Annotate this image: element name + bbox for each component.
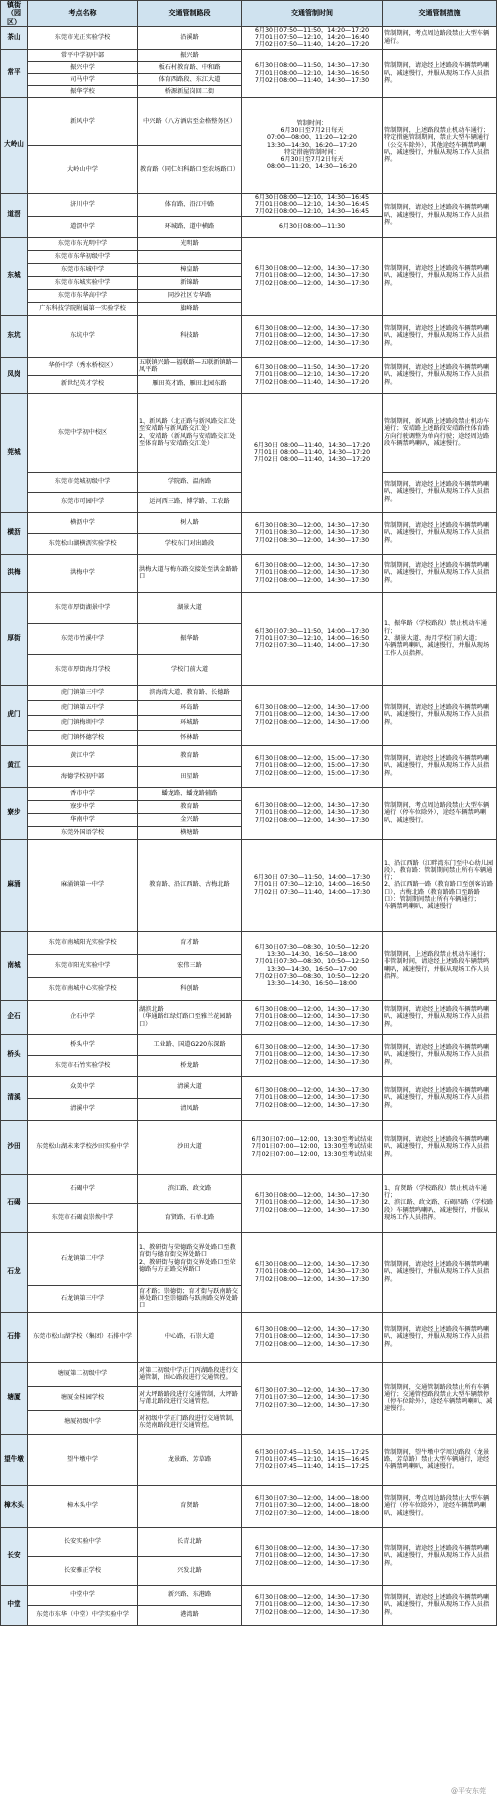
exam-site-name: 中堂中学 [28, 1585, 138, 1605]
header-control-time: 交通管制时间 [242, 1, 383, 27]
exam-site-name: 东莞市厚街海月学校 [28, 654, 138, 685]
table-row [1, 787, 497, 800]
exam-site-name: 东坑中学 [28, 315, 138, 357]
control-measure: 1、振华路（学校路段）禁止机动车通行； 2、湖景大道、海月学校门前大道； 车辆禁鸣喇叭，减速慢行，并服从现场工作人员指挥。 [383, 592, 497, 685]
table-row [1, 193, 497, 216]
control-measure: 管制期间，请途经上述路段车辆禁鸣喇叭、减速慢行，并服从现场工作人员指挥。 [383, 1312, 497, 1362]
control-time: 6月30日08:00—12:00，14:30—17:30 7月01日08:00—12:00，14:30—17:30 7月02日08:00—12:00，14:30—17:30 [242, 787, 383, 839]
exam-site-name: 东莞市东华初级中学 [28, 250, 138, 263]
exam-site-name: 东莞松山湖未来学校沙田实验中学 [28, 1120, 138, 1174]
table-row [1, 97, 497, 145]
exam-site-name: 东莞松山湖横沥实验学校 [28, 533, 138, 554]
control-measure: 管制期间，请途经上述路段车辆禁鸣喇叭、减速慢行，并服从现场工作人员指挥。 [383, 1034, 497, 1076]
exam-site-name: 广东科技学院附属第一实验学校 [28, 302, 138, 315]
town-name: 常平 [1, 49, 28, 97]
exam-site-name: 望牛墩中学 [28, 1434, 138, 1485]
control-time: 6月30日08:00—12:00，14:30—17:30 7月01日08:00—12:00，14:30—17:30 7月02日08:00—12:00，14:30—17:30 [242, 1585, 383, 1625]
control-road: 体育西路段、东江大道 [138, 73, 242, 85]
exam-site-name: 企石中学 [28, 1000, 138, 1034]
control-road: 振兴路 [138, 49, 242, 61]
table-row [1, 1434, 497, 1485]
control-measure: 管制期间，新风路上述路段禁止机动车通行；安靖路上述路段安靖路往体育路方向行驶调整为单向行驶；途经周边路段车辆禁鸣喇叭，减速慢行。 [383, 393, 497, 472]
control-measure: 管制期间，请途经上述路段车辆禁鸣喇叭、减速慢行，并服从现场工作人员指挥。 [383, 237, 497, 315]
control-road: 树人路 [138, 512, 242, 533]
exam-site-name: 虎门镇怀德学校 [28, 730, 138, 745]
table-row [1, 237, 497, 250]
exam-site-name: 樟木头中学 [28, 1485, 138, 1527]
control-road: 横塘路 [138, 826, 242, 839]
control-time: 6月30日07:30—11:50，14:00—17:30 7月01日07:30—12:10，14:00—16:50 7月02日07:30—11:40，14:00—17:30 [242, 592, 383, 685]
control-measure: 管制期间，上述路段禁止机动车通行；非管制时间，请途经上述路段车辆禁鸣喇叭，减速慢行，并服从现场工作人员指挥。 [383, 931, 497, 1000]
exam-site-name: 东莞市南城阳光实验学校 [28, 931, 138, 954]
exam-site-name: 东莞市东城中学 [28, 263, 138, 276]
exam-site-name: 众美中学 [28, 1076, 138, 1098]
exam-site-name: 香市中学 [28, 787, 138, 800]
control-measure: 管制期间，考点周边路段禁止大型车辆通行（停车位除外），途经车辆禁鸣喇叭、减速慢行。 [383, 1485, 497, 1527]
control-road: 教育路 [138, 800, 242, 813]
table-row [1, 1076, 497, 1098]
exam-site-name: 海德学校初中部 [28, 766, 138, 787]
exam-site-name: 济川中学 [28, 193, 138, 216]
control-time: 6月30日08:00—11:50，14:30—17:20 7月01日08:00—12:10，14:30—17:20 7月02日08:00—11:40，14:30—17:20 [242, 357, 383, 393]
town-name: 中堂 [1, 1585, 28, 1625]
control-road: 洪梅大道与梅东路交接处至洪金路路口 [138, 554, 242, 592]
town-name: 厚街 [1, 592, 28, 685]
town-name: 樟木头 [1, 1485, 28, 1527]
exam-site-name: 东莞市竹溪中学 [28, 623, 138, 654]
control-road: 兴发北路 [138, 1556, 242, 1585]
table-row [1, 1174, 497, 1203]
control-road: 教育路、沿江西路、古梅北路 [138, 839, 242, 931]
exam-site-name: 东莞外国语学校 [28, 826, 138, 839]
control-measure: 管制期间，交通管制路段禁止所有车辆通行；交通管控路段禁止大型车辆禁停（停车位除外），途经车辆禁鸣喇叭、减速慢行。 [383, 1362, 497, 1434]
control-time: 6月30日08:00—12:00，14:30—17:30 7月01日08:00—12:00，14:30—17:30 7月02日08:00—12:00，14:30—17:30 [242, 1312, 383, 1362]
exam-site-name: 寮步中学 [28, 800, 138, 813]
exam-site-name: 黄江中学 [28, 745, 138, 766]
control-road: 滨江路、政文路 [138, 1174, 242, 1203]
town-name: 企石 [1, 1000, 28, 1034]
control-road: 港湾路 [138, 1605, 242, 1625]
control-road: 新锦路 [138, 276, 242, 289]
table-row [1, 1585, 497, 1605]
control-measure: 1、沿江西路（江畔湾东门至中心幼儿园段）、教育路：管制期间禁止所有车辆通行； 2、沿江西路一路（教育路口至创客访路口），古梅北路（教育路路口至路路口）：管制期间禁止所有车辆通行； 车辆禁鸣喇叭、减速慢行 [383, 839, 497, 931]
control-measure: 管制期间，请途经上述路段车辆禁鸣喇叭、减速慢行，并服从现场工作人员指挥。 [383, 1120, 497, 1174]
town-name: 凤岗 [1, 357, 28, 393]
exam-site-name: 麻涌镇第一中学 [28, 839, 138, 931]
exam-site-name: 塘厦第二初级中学 [28, 1362, 138, 1386]
control-time: 6月30日08:00—12:10，14:30—16:45 7月01日08:00—12:10，14:30—16:45 7月02日08:00—12:10，14:30—16:45 [242, 193, 383, 216]
exam-site-name: 东莞市厚街湖景中学 [28, 592, 138, 623]
table-row [1, 931, 497, 954]
control-road: 育才路 [138, 931, 242, 954]
control-time: 6月30日08:00—12:00，14:30—17:30 7月01日08:00—12:00，14:30—17:30 7月02日08:00—12:00，14:30—17:30 [242, 315, 383, 357]
exam-site-name: 长安雅正学校 [28, 1556, 138, 1585]
control-measure: 管制期间，考点周边路段禁止大型车辆通行（停车位除外），途经车辆禁鸣喇叭、减速慢行。 [383, 787, 497, 839]
control-road: 宏伟三路 [138, 954, 242, 977]
town-name: 莞城 [1, 393, 28, 512]
control-road: 对第二初级中学正门丙湖路段进行交通管制，围心路段进行交通管控。 [138, 1362, 242, 1386]
exam-site-name: 长安实验中学 [28, 1527, 138, 1556]
control-road: 学校门前大道 [138, 654, 242, 685]
town-name: 洪梅 [1, 554, 28, 592]
control-time: 6月30日08:00—12:00，14:30—17:30 7月01日08:00—12:00，14:30—17:30 7月02日08:00—12:00，14:30—17:30 [242, 1076, 383, 1120]
control-time: 6月30日07:50—11:50，14:20—17:20 7月01日07:50—12:10，14:20—16:40 7月02日07:50—11:40，14:20—17:20 [242, 26, 383, 49]
table-row [1, 1362, 497, 1386]
town-name: 塘厦 [1, 1362, 28, 1434]
control-road: 湖景大道 [138, 592, 242, 623]
control-road: 旗峰路 [138, 302, 242, 315]
control-measure: 管制期间，请途经上述路段车辆禁鸣喇叭、减速慢行，并服从现场工作人员指挥。 [383, 1000, 497, 1034]
control-time: 6月30日08:00—12:00，14:30—17:30 7月01日08:00—12:00，14:30—17:30 7月02日08:00—12:00，14:30—17:30 [242, 1034, 383, 1076]
exam-site-name: 振兴中学 [28, 61, 138, 73]
town-name: 清溪 [1, 1076, 28, 1120]
control-road: 新兴路、东港路 [138, 1585, 242, 1605]
control-time: 6月30日08:00—11:30 [242, 216, 383, 237]
town-name: 石碣 [1, 1174, 28, 1232]
control-road: 蟠龙路、蟠龙路辅路 [138, 787, 242, 800]
table-row [1, 26, 497, 49]
town-name: 石龙 [1, 1232, 28, 1312]
control-time: 6月30日07:45—11:50，14:15—17:25 7月01日07:45—12:10，14:15—16:45 7月02日07:45—11:40，14:15—17:25 [242, 1434, 383, 1485]
control-road: 雁田英才路、雁田北园东路 [138, 375, 242, 393]
control-time: 6月30日08:00—12:00，14:30—17:30 7月01日08:00—12:00，14:30—17:30 7月02日08:00—12:00，14:30—17:30 [242, 1000, 383, 1034]
control-road: 振华路 [138, 623, 242, 654]
town-name: 长安 [1, 1527, 28, 1585]
table-row [1, 1034, 497, 1055]
table-row [1, 1485, 497, 1527]
exam-site-name: 清溪中学 [28, 1098, 138, 1120]
exam-site-name: 石龙镇第三中学 [28, 1285, 138, 1312]
exam-site-name: 横沥中学 [28, 512, 138, 533]
control-road: 光明路 [138, 237, 242, 250]
exam-site-name: 振华学校 [28, 85, 138, 97]
control-time: 6月30日08:00—12:00，14:30—17:30 7月01日08:00—12:00，14:30—17:30 7月02日08:00—12:00，14:30—17:30 [242, 1232, 383, 1312]
control-road: 清凤路 [138, 1098, 242, 1120]
exam-site-name: 东莞市莞城初级中学 [28, 472, 138, 492]
table-row [1, 357, 497, 375]
control-road: 教育路 [138, 745, 242, 766]
table-row [1, 1120, 497, 1174]
exam-site-name: 东莞市石竹实验学校 [28, 1055, 138, 1076]
control-measure: 管制期间，请途经上述路段车辆禁鸣喇叭、减速慢行，并服从现场工作人员指挥。 [383, 685, 497, 745]
control-road: 金兴路 [138, 813, 242, 826]
town-name: 沙田 [1, 1120, 28, 1174]
control-measure: 管制期间，请途经上述路段车辆禁鸣喇叭、减速慢行，并服从现场工作人员指挥。 [383, 745, 497, 787]
control-road: 长青北路 [138, 1527, 242, 1556]
control-road: 龙景路、芳草路 [138, 1434, 242, 1485]
control-road: 教育路（同仁妇科路口至农场路口） [138, 145, 242, 193]
control-road: 怀林路 [138, 730, 242, 745]
control-measure: 管制期间，请途经上述路段车辆禁鸣喇叭、减速慢行，并服从现场工作人员指挥。 [383, 315, 497, 357]
exam-site-name: 东莞市石碣袁崇焕中学 [28, 1203, 138, 1232]
control-road: 清溪大道 [138, 1076, 242, 1098]
town-name: 横沥 [1, 512, 28, 554]
control-measure: 管制期间，请途经上述路段车辆禁鸣喇叭、减速慢行，并服从现场工作人员指挥。 [383, 512, 497, 554]
control-measure: 管制期间，请途经上述路段车辆禁鸣喇叭、减速慢行，并服从现场工作人员指挥。 [383, 49, 497, 97]
table-body [1, 26, 497, 1625]
control-road: 桥龙路 [138, 1055, 242, 1076]
table-row [1, 393, 497, 472]
table-row [1, 745, 497, 766]
watermark: @平安东莞 [451, 1787, 486, 1795]
town-name: 寮步 [1, 787, 28, 839]
control-measure: 管制期间，望牛墩中学周边路段（龙景路、芳草路）禁止大型车辆通行，途经车辆禁鸣喇叭，减速慢行。 [383, 1434, 497, 1485]
exam-site-name: 塘厦初级中学 [28, 1410, 138, 1434]
control-road: 科技路 [138, 315, 242, 357]
control-road: 滨海湾大道、教育路、长德路 [138, 685, 242, 700]
control-measure: 1、育贤路（学校路段）禁止机动车通行； 2、滨江路、政文路、石碣四路（学校路段）车辆禁鸣喇叭、减速慢行，并服从现场工作人员指挥。 [383, 1174, 497, 1232]
control-road: 沙田大道 [138, 1120, 242, 1174]
exam-site-name: 东莞市东光明中学 [28, 237, 138, 250]
exam-site-name: 司马中学 [28, 73, 138, 85]
exam-site-name: 东莞中学初中校区 [28, 393, 138, 472]
control-road: 科创路 [138, 977, 242, 1000]
town-name: 望牛墩 [1, 1434, 28, 1485]
exam-site-name: 新世纪英才学校 [28, 375, 138, 393]
control-time: 6月30日08:00—12:00，15:00—17:30 7月01日08:00—12:00，15:00—17:30 7月02日08:00—12:00，15:00—17:30 [242, 745, 383, 787]
control-road: 1、新风路（北正路与新风路交汇处至安靖路与新风路交汇处） 2、安靖路（新风路与安靖路交汇处至体育路与安靖路交汇处） [138, 393, 242, 472]
exam-site-name: 东莞市东城实验中学 [28, 276, 138, 289]
header-town: 镇街（园区） [1, 1, 28, 27]
control-road: 田星路 [138, 766, 242, 787]
control-time: 6月30日07:30—12:00，14:30—17:30 7月01日07:30—12:00，14:30—17:30 7月02日07:30—12:00，14:30—17:30 [242, 1362, 383, 1434]
control-road: 育贤路、石单北路 [138, 1203, 242, 1232]
exam-site-name: 华侨中学（秀水桥校区） [28, 357, 138, 375]
exam-site-name: 道滘中学 [28, 216, 138, 237]
table-row [1, 839, 497, 931]
control-measure: 管制期间，请途经上述路段车辆禁鸣喇叭、减速慢行，并服从现场工作人员指挥。 [383, 193, 497, 237]
exam-site-name: 新风中学 [28, 97, 138, 145]
control-road: 桥源新屋岗回二街 [138, 85, 242, 97]
control-measure: 管制期间，考点周边路段禁止大型车辆通行。 [383, 26, 497, 49]
table-row [1, 512, 497, 533]
exam-site-name: 东莞市阳光实验中学 [28, 954, 138, 977]
control-time: 6月30日08:00—11:50，14:30—17:30 7月01日08:00—12:10，14:30—16:50 7月02日08:00—11:40，14:30—17:30 [242, 49, 383, 97]
control-road: 工业路、国道G220东深路 [138, 1034, 242, 1055]
control-time: 6月30日08:00—12:00，14:30—17:30 7月01日08:00—12:00，14:30—17:30 7月02日08:00—12:00，14:30—17:30 [242, 1527, 383, 1585]
town-name: 东坑 [1, 315, 28, 357]
control-measure: 管制期间，请途经上述路段车辆禁鸣喇叭、减速慢行，并服从现场工作人员指挥。 [383, 1232, 497, 1312]
control-time: 6月30日08:30—12:00，14:30—17:30 7月01日08:30—12:00，14:30—17:30 7月02日08:30—12:00，14:30—17:30 [242, 512, 383, 554]
control-road [138, 250, 242, 263]
town-name: 道滘 [1, 193, 28, 237]
control-time: 6月30日07:00—12:00，13:30至考试结束 7月01日07:00—12:00，13:30至考试结束 7月02日07:00—12:00，13:30至考试结束 [242, 1120, 383, 1174]
control-time: 6月30日 07:30—11:50，14:00—17:30 7月01日 07:30—12:10，14:00—16:50 7月02日 07:30—11:40，14:00—17:30 [242, 839, 383, 931]
control-road: 樟皇路 [138, 263, 242, 276]
header-control-measure: 交通管制措施 [383, 1, 497, 27]
exam-site-name: 东莞市可园中学 [28, 492, 138, 512]
control-time: 6月30日08:00—12:00，14:30—17:30 7月01日08:00—12:00，14:30—17:30 7月02日08:00—12:00，14:30—17:30 [242, 1174, 383, 1232]
exam-site-name: 东莞市光正实验学校 [28, 26, 138, 49]
control-road: 1、教研街与荣德路交界处路口至教育街与德育街交界处路口 2、教研街与德育街交界处路口至荣德路与方正路交界路口 [138, 1232, 242, 1285]
town-name: 南城 [1, 931, 28, 1000]
table-row [1, 1527, 497, 1556]
control-road: 环城路 [138, 715, 242, 730]
control-measure: 管制期间，请途经上述路段车辆禁鸣喇叭、减速慢行，并服从现场工作人员指挥。 [383, 1076, 497, 1120]
control-road: 学院路、温南路 [138, 472, 242, 492]
table-row [1, 1000, 497, 1034]
control-road: 五联镇兴路—福联路—五联新镇路—凤平路 [138, 357, 242, 375]
control-road: 体育路、沿江中路 [138, 193, 242, 216]
exam-site-name: 东莞市东华（中堂）中学实验中学 [28, 1605, 138, 1625]
exam-site-name: 东莞市东华高中学 [28, 289, 138, 302]
control-road: 环城路、道中横路 [138, 216, 242, 237]
control-road: 育才路；崇德街；育才街与跃南路交界处路口至崇德路与跃南路交界处路口 [138, 1285, 242, 1312]
table-row [1, 685, 497, 700]
exam-site-name: 华南中学 [28, 813, 138, 826]
control-measure: 管制期间，请途经上述路段车辆禁鸣喇叭、减速慢行，并服从现场工作人员指挥。 [383, 1527, 497, 1585]
control-road: 学校东门对出路段 [138, 533, 242, 554]
town-name: 麻涌 [1, 839, 28, 931]
exam-site-name: 桥头中学 [28, 1034, 138, 1055]
town-name: 茶山 [1, 26, 28, 49]
exam-site-name: 石碣中学 [28, 1174, 138, 1203]
exam-site-name: 塘厦金桂园学校 [28, 1386, 138, 1410]
town-name: 虎门 [1, 685, 28, 745]
control-measure: 管制期间，请途经上述路段车辆禁鸣喇叭、减速慢行，并服从现场工作人员指挥。 [383, 1585, 497, 1625]
exam-site-name: 虎门镇第五中学 [28, 700, 138, 715]
control-time: 6月30日08:00—12:00，14:30—17:00 7月01日08:00—12:00，14:30—17:00 7月02日08:00—12:00，14:30—17:00 [242, 685, 383, 745]
header-control-road: 交通管制路段 [138, 1, 242, 27]
control-road: 运河西三路、博学路、工农路 [138, 492, 242, 512]
control-time: 6月30日 08:00—11:40，14:30—17:20 7月01日 08:00—11:40，14:30—17:20 7月02日 08:00—11:40，14:30—17:20 [242, 393, 383, 512]
table-row [1, 49, 497, 61]
control-road: 沿溪路 [138, 26, 242, 49]
control-measure: 管制期间，请途经上述路段车辆禁鸣喇叭、减速慢行，并服从现场工作人员指挥。 [383, 472, 497, 512]
table-header [1, 1, 497, 27]
table-row [1, 1232, 497, 1285]
control-measure: 管制期间，上述路段禁止机动车通行；特定措施管制期间，禁止大型车辆通行（公交车除外），其他途经车辆禁鸣喇叭，减速慢行，并服从现场工作人员指挥。 [383, 97, 497, 193]
control-road: 中兴路（八方酒店至金格整务区） [138, 97, 242, 145]
control-time: 6月30日08:00—12:00，14:30—17:30 7月01日08:00—12:00，14:30—17:30 7月02日08:00—12:00，14:30—17:30 [242, 554, 383, 592]
exam-site-name: 东莞市松山湖学校（集团）石排中学 [28, 1312, 138, 1362]
control-road: 对初级中学正门路段进行交通管制，东莞南路段进行交通管控。 [138, 1410, 242, 1434]
control-road: 中心路、石崇大道 [138, 1312, 242, 1362]
control-road: 同沙社区专华路 [138, 289, 242, 302]
control-road: 环岛路 [138, 700, 242, 715]
town-name: 黄江 [1, 745, 28, 787]
control-time: 6月30日08:00—12:00，14:30—17:30 7月01日08:00—12:00，14:30—17:30 7月02日08:00—12:00，14:30—17:30 [242, 237, 383, 315]
table-row [1, 315, 497, 357]
table-row [1, 554, 497, 592]
header-exam-site: 考点名称 [28, 1, 138, 27]
control-measure: 管制期间，请途经上述路段车辆禁鸣喇叭、减速慢行，并服从现场工作人员指挥。 [383, 357, 497, 393]
table-row [1, 1312, 497, 1362]
exam-site-name: 常平中学初中部 [28, 49, 138, 61]
town-name: 东城 [1, 237, 28, 315]
control-road: 湖滨北路 （华通路红绿灯路口至雅兰花园路口） [138, 1000, 242, 1034]
control-time: 管制时间： 6月30日至7月2日每天 07:00—08:00、11:20—12:20 13:30—14:30、16:20—17:20 特定措施管制时间： 6月30日至7月2日每天 08:00—11:20、14:30—16:20 [242, 97, 383, 193]
town-name: 大岭山 [1, 97, 28, 193]
town-name: 石排 [1, 1312, 28, 1362]
exam-site-name: 洪梅中学 [28, 554, 138, 592]
exam-site-name: 虎门镇梅圳中学 [28, 715, 138, 730]
control-measure: 管制期间，请途经上述路段车辆禁鸣喇叭、减速慢行，并服从现场工作人员指挥。 [383, 554, 497, 592]
header-row [1, 1, 497, 27]
control-time: 6月30日07:30—08:30、10:50—12:20 13:30—14:30、16:50—18:00 7月01日07:30—08:30、10:50—12:50 13:30—14:30、16:50—17:00 7月02日07:30—08:30、10:50—12:20 13:30—14:30、16:50—18:00 [242, 931, 383, 1000]
table-row [1, 592, 497, 623]
exam-site-name: 大岭山中学 [28, 145, 138, 193]
control-road: 育贤路 [138, 1485, 242, 1527]
control-time: 6月30日07:30—12:00，14:00—18:00 7月01日07:30—12:00，14:00—18:00 7月02日07:30—12:00，14:00—18:00 [242, 1485, 383, 1527]
control-road: 板石村教育路、中和路 [138, 61, 242, 73]
town-name: 桥头 [1, 1034, 28, 1076]
control-road: 对大坪路路段进行交通管制，大坪路与莆北路段进行交通管控。 [138, 1386, 242, 1410]
exam-site-name: 虎门镇第三中学 [28, 685, 138, 700]
exam-site-name: 石龙镇第二中学 [28, 1232, 138, 1285]
exam-site-name: 东莞市南城中心实验学校 [28, 977, 138, 1000]
